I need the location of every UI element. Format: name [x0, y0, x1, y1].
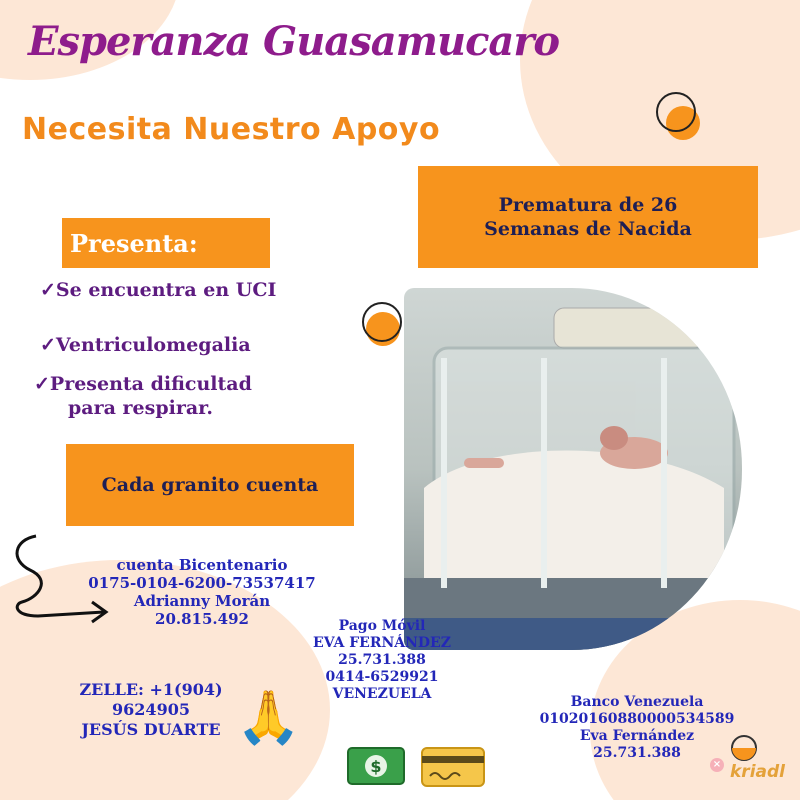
- watermark-x-icon: ×: [710, 758, 724, 772]
- cta-text: Cada granito cuenta: [101, 474, 319, 496]
- page-title: Esperanza Guasamucaro: [28, 18, 560, 65]
- pago-movil-info: [300, 618, 464, 703]
- cta-box: [66, 444, 354, 526]
- pago-movil-bank: VENEZUELA: [332, 686, 432, 702]
- banco-venezuela-holder: Eva Fernández: [579, 728, 695, 744]
- banco-venezuela-info: [512, 694, 762, 762]
- pago-movil-id: 25.731.388: [338, 652, 426, 668]
- zelle-phone-cont: 9624905: [112, 700, 190, 719]
- symptom-item: ✓Presenta dificultad: [34, 373, 252, 395]
- zelle-holder: JESÚS DUARTE: [81, 720, 221, 739]
- decor-ring-mid: [362, 302, 402, 342]
- watermark-text: kriadl: [730, 762, 785, 782]
- credit-card-icon: [420, 744, 486, 788]
- pago-movil-phone: 0414-6529921: [325, 669, 439, 685]
- condition-box: [418, 166, 758, 268]
- presenta-box: [62, 218, 270, 268]
- incubator-illustration: [404, 288, 742, 650]
- banco-venezuela-number: 01020160880000534589: [539, 711, 735, 727]
- banco-venezuela-id: 25.731.388: [593, 745, 681, 761]
- bicentenario-number: 0175-0104-6200-73537417: [88, 574, 316, 592]
- kriadl-logo-icon: [728, 732, 764, 764]
- symptom-item-continuation: para respirar.: [68, 397, 214, 419]
- zelle-info: [66, 680, 236, 740]
- page-subtitle: Necesita Nuestro Apoyo: [22, 112, 441, 147]
- dollar-bill-icon: [346, 744, 406, 788]
- condition-text: Prematura de 26 Semanas de Nacida: [484, 194, 692, 240]
- pago-movil-label: Pago Móvil: [338, 618, 426, 634]
- bicentenario-holder: Adrianny Morán: [133, 592, 271, 610]
- bicentenario-bank: cuenta Bicentenario: [116, 556, 288, 574]
- decor-ring-top: [656, 92, 696, 132]
- symptom-item: ✓Se encuentra en UCI: [40, 279, 277, 301]
- svg-text:$: $: [370, 757, 382, 776]
- symptom-item: ✓Ventriculomegalia: [40, 334, 251, 356]
- banco-venezuela-label: Banco Venezuela: [570, 694, 704, 710]
- bicentenario-id: 20.815.492: [155, 610, 249, 628]
- pago-movil-holder: EVA FERNÁNDEZ: [313, 635, 451, 651]
- presenta-label: Presenta:: [70, 228, 198, 258]
- incubator-photo: [404, 288, 742, 650]
- zelle-phone: ZELLE: +1(904): [79, 680, 223, 699]
- bicentenario-account: [70, 556, 334, 628]
- folded-hands-icon: 🙏: [236, 688, 301, 748]
